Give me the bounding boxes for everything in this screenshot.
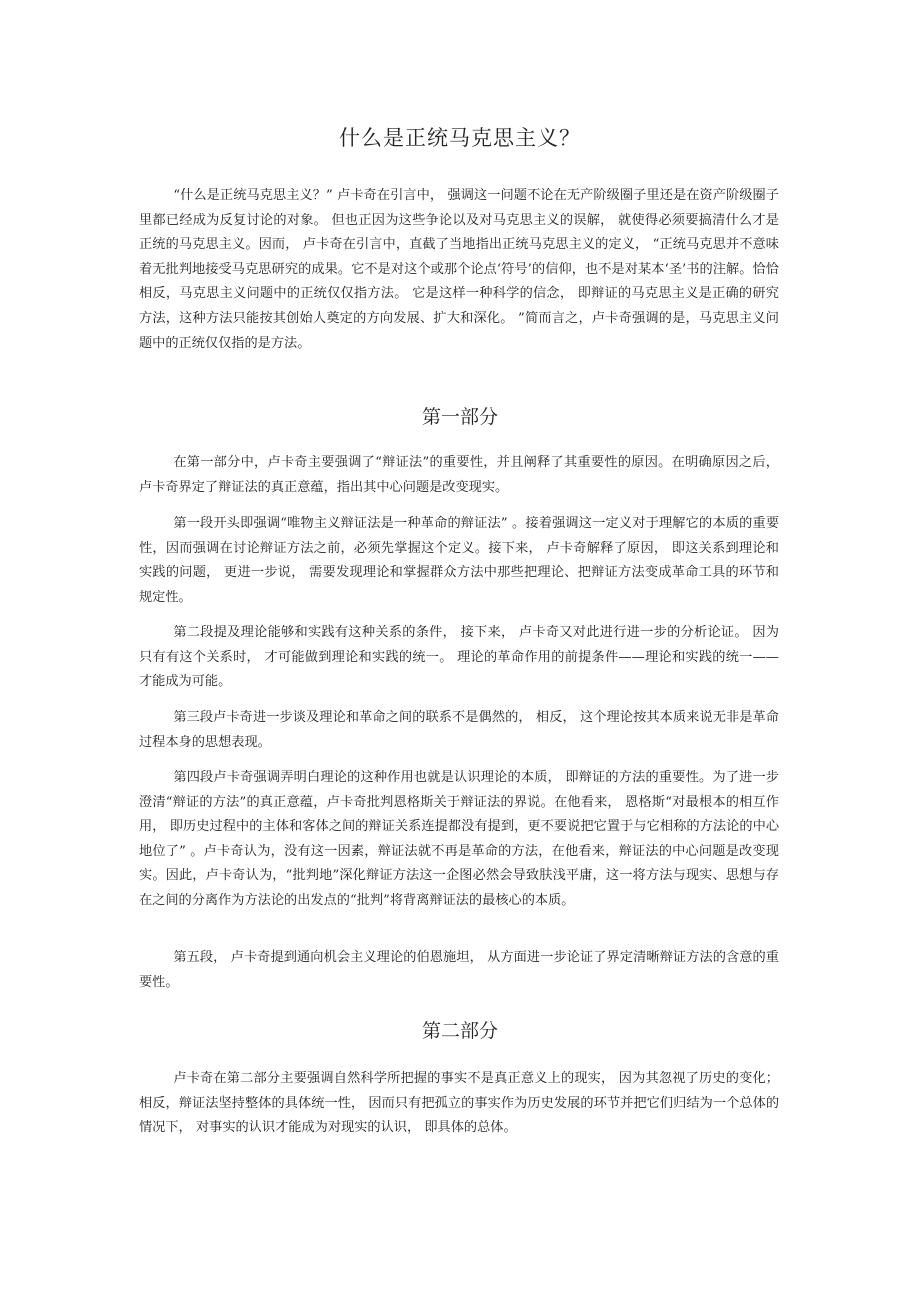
- part1-paragraph-2: 第一段开头即强调“唯物主义辩证法是一种革命的辩证法” 。接着强调这一定义对于理解它的本质的重要性，因而强调在讨论辩证方法之前，必须先掌握这个定义。接下来， 卢卡奇解释了原因， 即这关系到理论和实践的问题， 更进一步说， 需要发现理论和掌握群众方法中那些把理论、把辩证方法变成革命工具的环节和规定性。: [139, 516, 780, 605]
- part2-paragraph-1: 卢卡奇在第二部分主要强调自然科学所把握的事实不是真正意义上的现实， 因为其忽视了历史的变化； 相反，辩证法坚持整体的具体统一性， 因而只有把孤立的事实作为历史发展的环节并把它们归结为一个总体的情况下， 对事实的认识才能成为对现实的认识， 即具体的总体。: [139, 1071, 779, 1136]
- part1-paragraph-4: 第三段卢卡奇进一步谈及理论和革命之间的联系不是偶然的， 相反， 这个理论按其本质来说无非是革命过程本身的思想表现。: [139, 710, 779, 750]
- part1-paragraph-6: 第五段， 卢卡奇提到通向机会主义理论的伯恩施坦， 从方面进一步论证了界定清晰辩证方法的含意的重要性。: [139, 950, 779, 990]
- part1-paragraph-5: 第四段卢卡奇强调弄明白理论的这种作用也就是认识理论的本质， 即辩证的方法的重要性。为了进一步澄清“辩证的方法”的真正意蕴，卢卡奇批判恩格斯关于辩证法的界说。在他看来， 恩格斯“对最根本的相互作用， 即历史过程中的主体和客体之间的辩证关系连提都没有提到，更不要说把它置于与它相称的方法论的中心地位了” 。卢卡奇认为，没有这一因素，辩证法就不再是革命的方法，在他看来，辩证法的中心问题是改变现实。因此，卢卡奇认为，“批判地”深化辩证方法这一企图必然会导致肤浅平庸，这一将方法与现实、思想与存在之间的分离作为方法论的出发点的“批判”将背离辩证法的最核心的本质。: [139, 770, 779, 908]
- section-heading-part1: 第一部分: [421, 406, 498, 428]
- intro-paragraph: “什么是正统马克思主义？” 卢卡奇在引言中， 强调这一问题不论在无产阶级圈子里还是在资产阶级圈子里都已经成为反复讨论的对象。 但也正因为这些争论以及对马克思主义的误解， 就使得必须要搞清什么才是正统的马克思主义。因而， 卢卡奇在引言中，直截了当地指出正统马克思主义的定义， “正统马克思并不意味着无批判地接受马克思研究的成果。它不是对这个或那个论点‘符号’的信仰，也不是对某本‘圣’书的注解。恰恰相反，马克思主义问题中的正统仅仅指方法。 它是这样一种科学的信念， 即辩证的马克思主义是正确的研究方法，这种方法只能按其创始人奠定的方向发展、扩大和深化。 ”简而言之，卢卡奇强调的是，马克思主义问题中的正统仅仅指的是方法。: [139, 188, 779, 351]
- document-title: 什么是正统马克思主义？: [339, 126, 581, 150]
- part1-paragraph-3: 第二段提及理论能够和实践有这种关系的条件， 接下来， 卢卡奇又对此进行进一步的分析论证。 因为只有有这个关系时， 才可能做到理论和实践的统一。 理论的革命作用的前提条件——理论和实践的统一——才能成为可能。: [139, 625, 779, 690]
- part1-paragraph-1: 在第一部分中，卢卡奇主要强调了“辩证法”的重要性，并且阐释了其重要性的原因。在明确原因之后，卢卡奇界定了辩证法的真正意蕴，指出其中心问题是改变现实。: [139, 455, 779, 495]
- section-heading-part2: 第二部分: [421, 1020, 498, 1042]
